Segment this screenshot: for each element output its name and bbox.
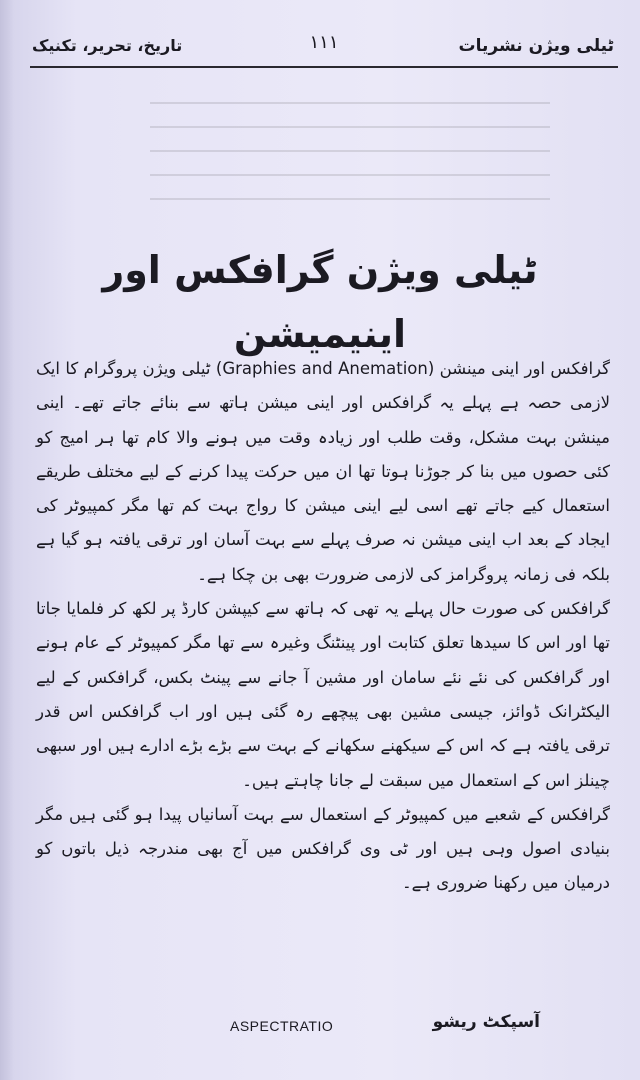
running-header-title: ٹیلی ویژن نشریات xyxy=(458,36,614,56)
paragraph: گرافکس اور اینی مینشن (Graphies and Anemation) ٹیلی ویژن پروگرام کا ایک لازمی حصہ ہے پہلے یہ گرافکس اور اینی میشن ہاتھ سے بنائے جاتے تھے۔ اینی مینشن بہت مشکل، وقت طلب اور زیادہ وقت میں ہونے والا کام تھا ہر امیج کو کئی حصوں میں بنا کر جوڑنا ہوتا تھا ان میں حرکت پیدا کرنے کے لیے مختلف طریقے استعمال کیے جاتے تھے اسی لیے اینی میشن کا رواج بہت کم تھا مگر کمپیوٹر کی ایجاد کے بعد اب اینی میشن نہ صرف پہلے سے بہت آسان اور ترقی یافتہ ہو گیا ہے بلکہ فی زمانہ پروگرامز کی لازمی ضرورت بھی بن چکا ہے۔ xyxy=(36,359,610,584)
running-header-subtitle: تاریخ، تحریر، تکنیک xyxy=(32,36,183,55)
body-text xyxy=(36,352,610,901)
page-spine-shadow xyxy=(0,0,14,1080)
subheading-english: ASPECTRATIO xyxy=(230,1018,334,1034)
page-number: ۱۱۱ xyxy=(309,32,339,53)
chapter-title: ٹیلی ویژن گرافکس اور اینیمیشن xyxy=(102,248,538,356)
paragraph: گرافکس کے شعبے میں کمپیوٹر کے استعمال سے بہت آسانیاں پیدا ہو گئی ہیں مگر بنیادی اصول وہی ہیں اور ٹی وی گرافکس میں آج بھی مندرجہ ذیل باتوں کو درمیان میں رکھنا ضروری ہے۔ xyxy=(36,804,610,893)
running-header xyxy=(30,30,618,66)
paragraph: گرافکس کی صورت حال پہلے یہ تھی کہ ہاتھ سے کیپشن کارڈ پر لکھ کر فلمایا جاتا تھا اور اس کا سیدھا تعلق کتابت اور پینٹنگ وغیرہ سے تھا مگر کمپیوٹر کے عام ہونے اور گرافکس کی نئے نئے سامان اور مشین آ جانے سے پینٹ بکس، گرافکس کے لیے الیکٹرانک ڈوائز، جیسی مشین بھی پیچھے رہ گئی ہیں اور اب گرافکس اس قدر ترقی یافتہ ہے کہ اس کے سیکھنے سکھانے کے بہت سے بڑے بڑے ادارے ہیں اور سبھی چینلز اس کے استعمال میں سبقت لے جانا چاہتے ہیں۔ xyxy=(36,599,610,790)
subheading xyxy=(40,1012,580,1042)
header-rule xyxy=(30,66,618,68)
subheading-urdu: آسپکٹ ریشو xyxy=(432,1012,540,1032)
